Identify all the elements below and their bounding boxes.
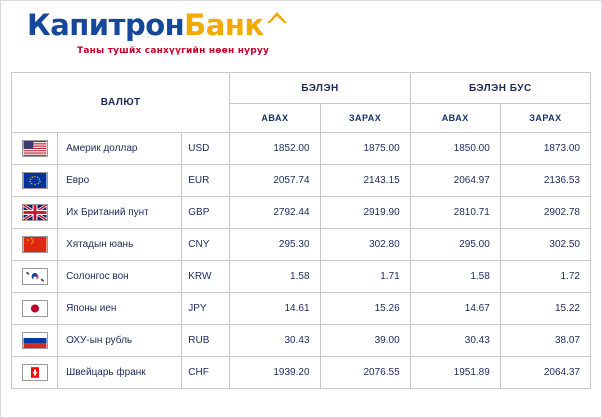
- currency-name: Швейцарь франк: [58, 357, 182, 389]
- table-row: [12, 325, 591, 357]
- cash-buy-rate: 1.58: [230, 261, 320, 293]
- noncash-buy-rate: 2064.97: [410, 165, 500, 197]
- cash-buy-rate: 295.30: [230, 229, 320, 261]
- flag-eu-icon: [22, 172, 48, 189]
- noncash-buy-rate: 295.00: [410, 229, 500, 261]
- cash-sell-rate: 1.71: [320, 261, 410, 293]
- column-header-cash-buy: АВАХ: [230, 104, 320, 133]
- table-row: [12, 229, 591, 261]
- currency-flag-cell: [12, 229, 58, 261]
- currency-name: Японы иен: [58, 293, 182, 325]
- noncash-buy-rate: 2810.71: [410, 197, 500, 229]
- cash-buy-rate: 1939.20: [230, 357, 320, 389]
- currency-flag-cell: [12, 357, 58, 389]
- currency-code: KRW: [182, 261, 230, 293]
- currency-code: RUB: [182, 325, 230, 357]
- noncash-buy-rate: 1.58: [410, 261, 500, 293]
- column-header-noncash: БЭЛЭН БУС: [410, 73, 590, 104]
- currency-flag-cell: [12, 197, 58, 229]
- noncash-buy-rate: 1850.00: [410, 133, 500, 165]
- cash-sell-rate: 15.26: [320, 293, 410, 325]
- currency-flag-cell: [12, 325, 58, 357]
- table-row: [12, 261, 591, 293]
- noncash-sell-rate: 302.50: [500, 229, 590, 261]
- currency-name: Хятадын юань: [58, 229, 182, 261]
- currency-flag-cell: [12, 165, 58, 197]
- flag-usa-icon: [22, 140, 48, 157]
- column-header-cash: БЭЛЭН: [230, 73, 410, 104]
- brand-tagline: Таны тушйх санхүүгийн нөөн нуруу: [77, 46, 270, 56]
- brand-name-primary: Капитрон: [27, 8, 185, 42]
- noncash-sell-rate: 2064.37: [500, 357, 590, 389]
- column-header-cash-sell: ЗАРАХ: [320, 104, 410, 133]
- cash-sell-rate: 2076.55: [320, 357, 410, 389]
- brand-header: [1, 1, 601, 62]
- currency-name: Америк доллар: [58, 133, 182, 165]
- currency-flag-cell: [12, 133, 58, 165]
- currency-name: Солонгос вон: [58, 261, 182, 293]
- flag-russia-icon: [22, 332, 48, 349]
- cash-sell-rate: 302.80: [320, 229, 410, 261]
- roof-chevron-icon: [266, 11, 288, 37]
- flag-korea-icon: [22, 268, 48, 285]
- brand-name-secondary: Банк: [184, 8, 264, 42]
- noncash-sell-rate: 2902.78: [500, 197, 590, 229]
- currency-code: USD: [182, 133, 230, 165]
- exchange-rates-table: [11, 72, 591, 389]
- table-row: [12, 293, 591, 325]
- currency-flag-cell: [12, 261, 58, 293]
- currency-code: JPY: [182, 293, 230, 325]
- flag-uk-icon: [22, 204, 48, 221]
- noncash-sell-rate: 2136.53: [500, 165, 590, 197]
- cash-sell-rate: 1875.00: [320, 133, 410, 165]
- noncash-buy-rate: 1951.89: [410, 357, 500, 389]
- cash-buy-rate: 2057.74: [230, 165, 320, 197]
- table-row: [12, 197, 591, 229]
- cash-buy-rate: 14.61: [230, 293, 320, 325]
- noncash-sell-rate: 38.07: [500, 325, 590, 357]
- column-header-noncash-sell: ЗАРАХ: [500, 104, 590, 133]
- column-header-currency: ВАЛЮТ: [12, 73, 230, 133]
- currency-code: EUR: [182, 165, 230, 197]
- cash-buy-rate: 30.43: [230, 325, 320, 357]
- currency-code: GBP: [182, 197, 230, 229]
- table-row: [12, 357, 591, 389]
- currency-code: CNY: [182, 229, 230, 261]
- noncash-sell-rate: 1.72: [500, 261, 590, 293]
- currency-code: CHF: [182, 357, 230, 389]
- cash-sell-rate: 2143.15: [320, 165, 410, 197]
- noncash-sell-rate: 1873.00: [500, 133, 590, 165]
- cash-sell-rate: 2919.90: [320, 197, 410, 229]
- cash-buy-rate: 1852.00: [230, 133, 320, 165]
- flag-china-icon: [22, 236, 48, 253]
- noncash-buy-rate: 30.43: [410, 325, 500, 357]
- cash-buy-rate: 2792.44: [230, 197, 320, 229]
- flag-japan-icon: [22, 300, 48, 317]
- table-header-group-row: [12, 73, 591, 104]
- currency-name: ОХУ-ын рубль: [58, 325, 182, 357]
- flag-switzerland-icon: [22, 364, 48, 381]
- column-header-noncash-buy: АВАХ: [410, 104, 500, 133]
- table-row: [12, 165, 591, 197]
- brand-logo: [27, 8, 601, 42]
- currency-name: Евро: [58, 165, 182, 197]
- currency-flag-cell: [12, 293, 58, 325]
- noncash-sell-rate: 15.22: [500, 293, 590, 325]
- table-body: [12, 133, 591, 389]
- noncash-buy-rate: 14.67: [410, 293, 500, 325]
- table-head: [12, 73, 591, 133]
- cash-sell-rate: 39.00: [320, 325, 410, 357]
- currency-name: Их Британий пунт: [58, 197, 182, 229]
- table-row: [12, 133, 591, 165]
